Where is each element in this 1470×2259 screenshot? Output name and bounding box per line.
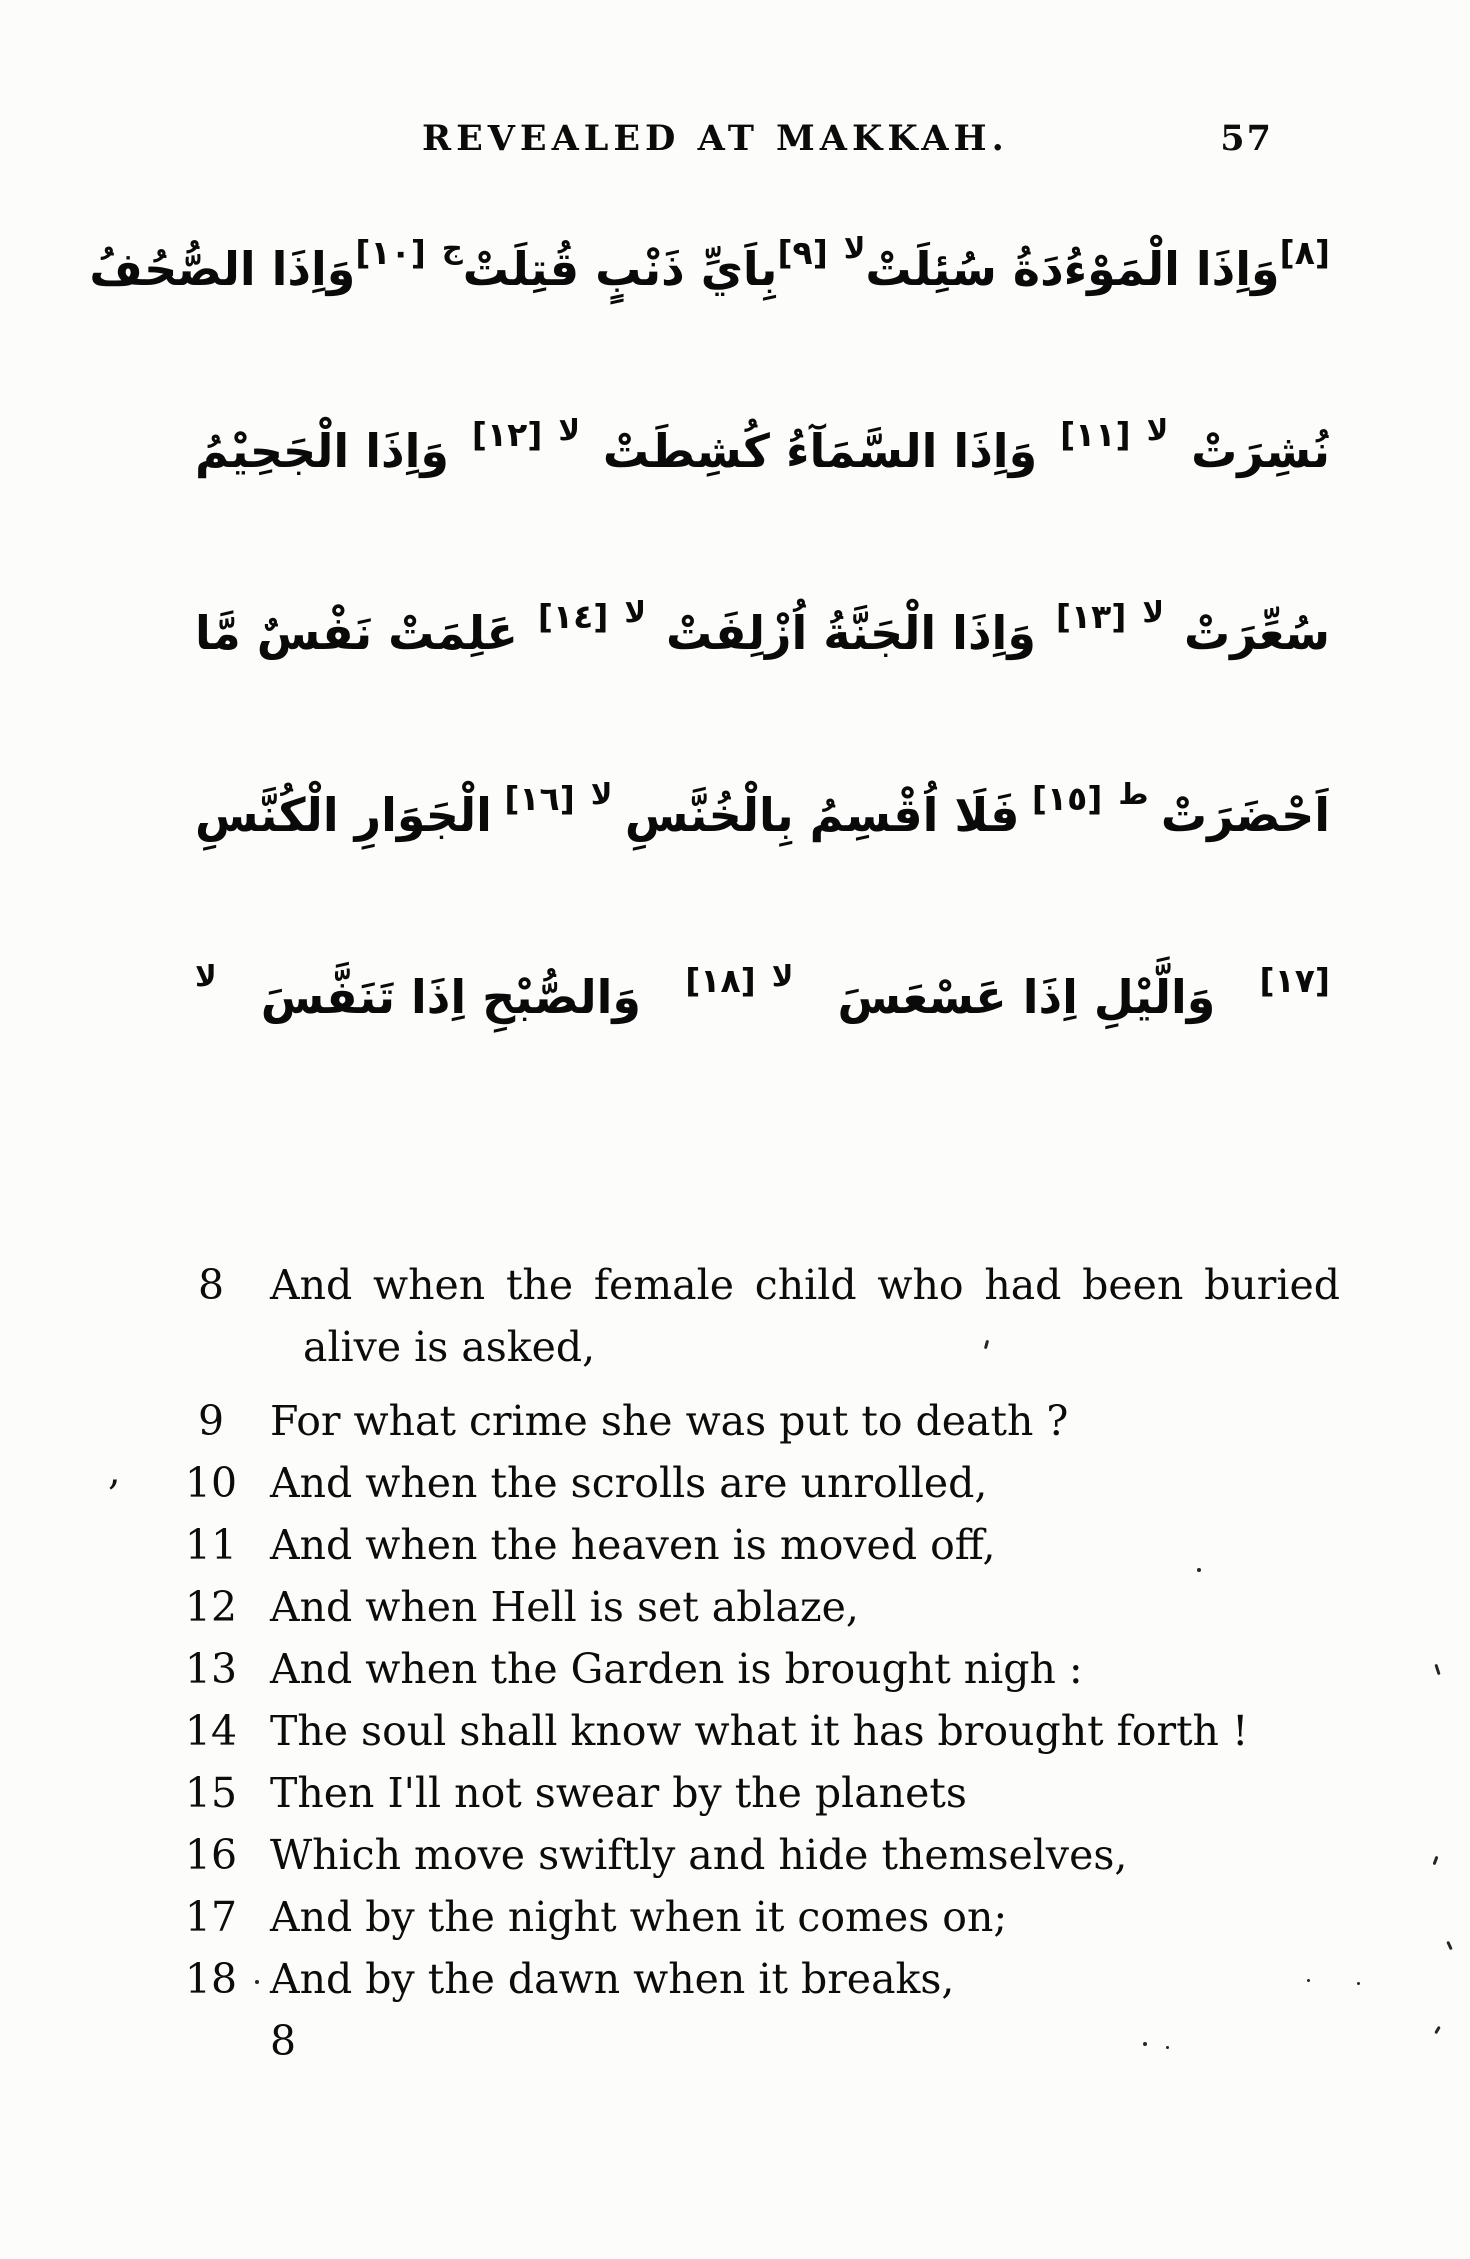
signature-mark: 8 bbox=[270, 2017, 297, 2065]
arabic-verse-text: وَاِذَا الْجَحِيْمُ bbox=[195, 424, 449, 479]
verse-number: 14 bbox=[184, 1707, 238, 1755]
verse-number-bracket: [١٢] bbox=[471, 414, 543, 454]
quranic-stop-mark: لا bbox=[590, 777, 613, 811]
verse-number-bracket: [١٠] bbox=[355, 232, 426, 272]
scan-speck bbox=[1197, 1568, 1201, 1572]
verse-number: 10 bbox=[184, 1459, 238, 1507]
verse-number-bracket: [١٧] bbox=[1259, 960, 1330, 1000]
verse-number: 17 bbox=[184, 1893, 238, 1941]
quranic-stop-mark: لا bbox=[843, 231, 866, 265]
verse-text: Then I'll not swear by the planets bbox=[270, 1769, 967, 1817]
verse-row bbox=[178, 1514, 1340, 1576]
verse-row bbox=[178, 1638, 1340, 1700]
verse-number-bracket: [١٦] bbox=[504, 778, 575, 818]
quranic-stop-mark: لا bbox=[1146, 413, 1169, 447]
quranic-stop-mark: لا bbox=[771, 959, 794, 993]
verse-text: For what crime she was put to death ? bbox=[270, 1397, 1069, 1445]
verse-text: And when the scrolls are unrolled, bbox=[270, 1459, 988, 1507]
page-header bbox=[0, 0, 1470, 159]
arabic-verse-text: بِاَيِّ ذَنْبٍ قُتِلَتْ bbox=[462, 242, 778, 297]
arabic-verse-text: فَلَا اُقْسِمُ بِالْخُنَّسِ bbox=[624, 788, 1020, 843]
verse-row bbox=[178, 1576, 1340, 1638]
arabic-verse-text: وَاِذَا الْمَوْءُدَةُ سُئِلَتْ bbox=[865, 242, 1280, 297]
arabic-verse-text: اَحْضَرَتْ bbox=[1160, 788, 1330, 843]
scan-speck bbox=[255, 1980, 259, 1984]
arabic-verse-text: وَاِذَا السَّمَآءُ كُشِطَتْ bbox=[602, 424, 1038, 479]
scan-speck bbox=[1166, 2046, 1169, 2049]
scan-speck bbox=[1307, 1979, 1310, 1982]
verse-row bbox=[178, 1886, 1340, 1948]
stop-and-number-group bbox=[537, 595, 646, 654]
stop-and-number-group bbox=[1060, 413, 1169, 472]
verse-text: And when the Garden is brought nigh : bbox=[270, 1645, 1083, 1693]
scan-speck bbox=[1143, 2042, 1147, 2046]
stop-and-number-group bbox=[1031, 777, 1149, 836]
verse-row bbox=[178, 1700, 1340, 1762]
arabic-line-5 bbox=[195, 942, 1330, 1054]
stop-and-number-group bbox=[471, 413, 580, 472]
arabic-line-2 bbox=[195, 396, 1330, 508]
arabic-verse-text: وَاِذَا الصُّحُفُ bbox=[89, 242, 356, 297]
arabic-line-3 bbox=[195, 578, 1330, 690]
arabic-verse-text: وَاِذَا الْجَنَّةُ اُزْلِفَتْ bbox=[665, 606, 1036, 661]
verse-text: And by the dawn when it breaks, bbox=[270, 1955, 955, 2003]
verse-number: 13 bbox=[184, 1645, 238, 1693]
page-title: REVEALED AT MAKKAH. bbox=[422, 118, 1009, 159]
quranic-stop-mark: ج bbox=[441, 231, 463, 265]
verse-row bbox=[178, 1254, 1340, 1378]
arabic-verses-section bbox=[0, 214, 1470, 1054]
verse-row bbox=[178, 1762, 1340, 1824]
arabic-verse-text: وَالَّيْلِ اِذَا عَسْعَسَ bbox=[837, 970, 1216, 1025]
verse-number-bracket: [١٥] bbox=[1031, 778, 1103, 818]
verse-number-bracket: [١١] bbox=[1060, 414, 1131, 454]
stop-and-number-group bbox=[777, 231, 866, 290]
verse-number-bracket: [٩] bbox=[777, 232, 828, 272]
quranic-stop-mark: لا bbox=[1142, 595, 1164, 629]
verse-row bbox=[178, 1824, 1340, 1886]
verse-number: 16 bbox=[184, 1831, 238, 1879]
stop-and-number-group bbox=[685, 959, 794, 1018]
verse-text: Which move swiftly and hide themselves, bbox=[270, 1831, 1128, 1879]
arabic-verse-text: الْجَوَارِ الْكُنَّسِ bbox=[195, 788, 492, 843]
verse-text: And when the heaven is moved off, bbox=[270, 1521, 996, 1569]
arabic-line-1 bbox=[89, 214, 1330, 326]
verse-number-bracket: [١٤] bbox=[537, 596, 609, 636]
verse-text: And when the female child who had been buried alive is asked, bbox=[270, 1261, 1340, 1371]
verse-number-bracket: [١٣] bbox=[1055, 596, 1127, 636]
arabic-verse-text: سُعِّرَتْ bbox=[1183, 606, 1330, 661]
verse-number-bracket: [٨] bbox=[1279, 232, 1330, 272]
arabic-verse-text: عَلِمَتْ نَفْسٌ مَّا bbox=[195, 606, 518, 661]
stop-and-number-group bbox=[355, 231, 463, 290]
verse-number: 15 bbox=[184, 1769, 238, 1817]
scan-stray-comma: , bbox=[108, 1448, 121, 1494]
scan-speck bbox=[1357, 1982, 1360, 1985]
quranic-stop-mark: لا bbox=[558, 413, 580, 447]
verse-number: 18 bbox=[184, 1955, 238, 2003]
arabic-verse-text: نُشِرَتْ bbox=[1191, 424, 1330, 479]
verse-row bbox=[178, 1390, 1340, 1452]
verse-text: The soul shall know what it has brought forth ! bbox=[270, 1707, 1249, 1755]
quranic-stop-mark: ط bbox=[1118, 777, 1149, 811]
verse-number: 11 bbox=[184, 1521, 238, 1569]
verse-number: 9 bbox=[197, 1397, 225, 1445]
arabic-verse-text: وَالصُّبْحِ اِذَا تَنَفَّسَ bbox=[260, 970, 642, 1025]
quranic-stop-mark: لا bbox=[195, 959, 217, 993]
quranic-stop-mark: لا bbox=[624, 595, 646, 629]
verse-number: 12 bbox=[184, 1583, 238, 1631]
verse-text: And by the night when it comes on; bbox=[270, 1893, 1008, 1941]
page-number: 57 bbox=[1220, 118, 1273, 159]
stop-and-number-group bbox=[504, 777, 613, 836]
verse-row bbox=[178, 1452, 1340, 1514]
verse-text: And when Hell is set ablaze, bbox=[270, 1583, 859, 1631]
verse-row bbox=[178, 1948, 1340, 2010]
signature-row bbox=[178, 2010, 1340, 2072]
translation-section bbox=[0, 1254, 1470, 2072]
arabic-line-4 bbox=[195, 760, 1330, 872]
verse-number: 8 bbox=[197, 1261, 225, 1309]
stop-and-number-group bbox=[1055, 595, 1164, 654]
verse-number-bracket: [١٨] bbox=[685, 960, 756, 1000]
